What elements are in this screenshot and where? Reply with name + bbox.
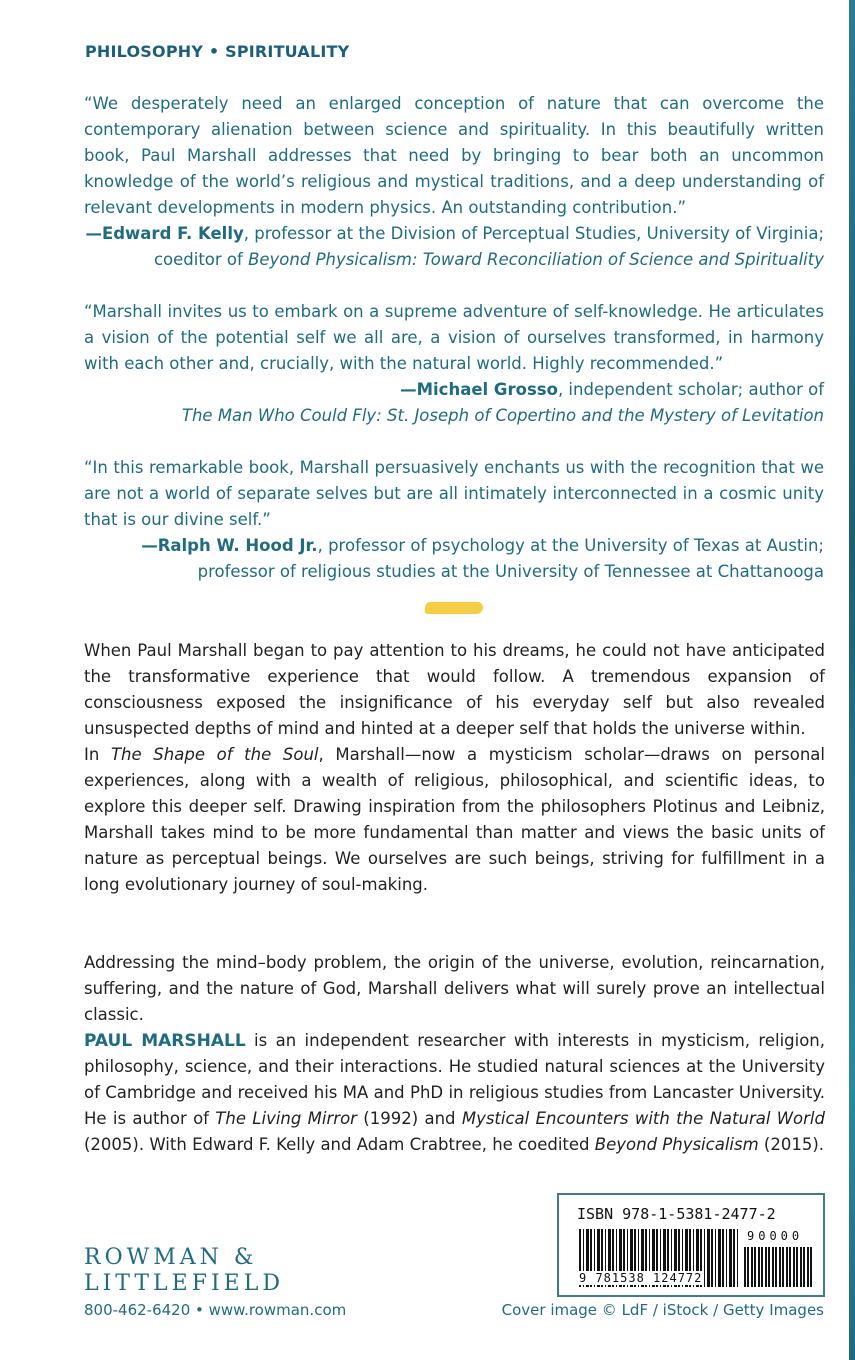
text: (2015). — [758, 1135, 825, 1154]
description-paragraph-1: When Paul Marshall began to pay attention to his dreams, he could not have anticipated the transformative experience that would follow. A tremendous expansion of consciousness exposed the insignificance of his everyday self but also revealed unsuspected depths of mind and hinted at a deeper self that holds the universe within. — [84, 641, 825, 738]
blurb-credential-1b: coeditor of — [153, 250, 249, 269]
book-title: Mystical Encounters with the Natural World — [461, 1109, 825, 1128]
description-paragraph-3: Addressing the mind–body problem, the origin of the universe, evolution, reincarnation, suffering, and the nature of God, Marshall delivers what will surely prove an intellectual classic. — [84, 953, 825, 1024]
blurb-credential-3: , professor of psychology at the University of Texas at Austin; — [317, 536, 824, 555]
blurb-quote-1: “We desperately need an enlarged conception of nature that can overcome the contemporary alienation between science and spirituality. In this beautifully written book, Paul Marshall addresses that need by bringing to bear both an uncommon knowledge of the world’s religious and mystical traditions, and a deep understanding of relevant developments in modern physics. An outstanding contribution.” — [84, 94, 824, 217]
text: (2005). With Edward F. Kelly and Adam Crabtree, he coedited — [84, 1135, 595, 1154]
book-title: The Living Mirror — [215, 1109, 357, 1128]
blurb-attribution-1 — [64, 221, 824, 273]
cover-image-credit: Cover image © LdF / iStock / Getty Images — [501, 1301, 824, 1319]
yellow-swash-divider — [424, 602, 484, 614]
text: (1992) and — [356, 1109, 462, 1128]
barcode-addon-digits: 90000 — [747, 1229, 804, 1243]
description-paragraph-2 — [84, 742, 825, 898]
blurb-attribution-3 — [64, 533, 824, 585]
text: is an independent researcher with interests in mysticism, religion, philosophy, science, and their interactions. He studied natural sciences at the University of Cambridge and received his MA and PhD in religious studies from Lancaster University. He is author of — [84, 1031, 826, 1128]
blurb-quote-3: “In this remarkable book, Marshall persuasively enchants us with the recognition that we are not a world of separate selves but are all intimately interconnected in a cosmic unity that is our divine self.” — [84, 458, 824, 529]
publisher-logo — [84, 1245, 284, 1297]
text: , Marshall—now a mysticism scholar—draws on personal experiences, along with a wealth of religious, philosophical, and scientific ideas, to explore this deeper self. Drawing inspiration from the philosophers Plotinus and Leibniz, Marshall takes mind to be more fundamental than matter and views the basic units of nature as perceptual beings. We ourselves are such beings, striving for fulfillment in a long evolutionary journey of soul-making. — [84, 745, 825, 894]
blurb-credential-2: , independent scholar; author of — [557, 380, 824, 399]
blurb-credential-3b: professor of religious studies at the University of Tennessee at Chattanooga — [197, 562, 824, 581]
blurb-author-3: —Ralph W. Hood Jr. — [141, 536, 318, 555]
book-title: Beyond Physicalism — [594, 1135, 759, 1154]
blurb-author-2: —Michael Grosso — [400, 380, 558, 399]
barcode-digits: 9 781538 124772 — [579, 1271, 703, 1285]
blurb-quote-2: “Marshall invites us to embark on a supreme adventure of self-knowledge. He articulates a vision of the potential self we all are, a vision of ourselves transformed, in harmony with each other and, crucially, with the natural world. Highly recommended.” — [84, 302, 824, 373]
book-title: The Shape of the Soul — [110, 745, 319, 764]
publisher-contact: 800-462-6420 • www.rowman.com — [84, 1301, 347, 1319]
blurb-book-2: The Man Who Could Fly: St. Joseph of Copertino and the Mystery of Levitation — [181, 406, 824, 425]
blurb-attribution-2 — [64, 377, 824, 429]
blurb-author-1: —Edward F. Kelly — [85, 224, 244, 243]
author-name: PAUL MARSHALL — [84, 1031, 246, 1051]
isbn-number: ISBN 978-1-5381-2477-2 — [577, 1205, 776, 1223]
author-bio — [84, 1028, 825, 1158]
blurb-book-1: Beyond Physicalism: Toward Reconciliation of Science and Spirituality — [248, 250, 824, 269]
spine-edge — [849, 0, 855, 1360]
barcode-addon-bars — [744, 1247, 814, 1287]
publisher-line-1: ROWMAN & — [84, 1245, 258, 1270]
category-label: PHILOSOPHY • SPIRITUALITY — [85, 42, 350, 61]
text: In — [84, 745, 111, 764]
publisher-line-2: LITTLEFIELD — [84, 1271, 284, 1296]
isbn-barcode — [557, 1193, 825, 1297]
blurb-credential-1: , professor at the Division of Perceptual Studies, University of Virginia; — [243, 224, 824, 243]
